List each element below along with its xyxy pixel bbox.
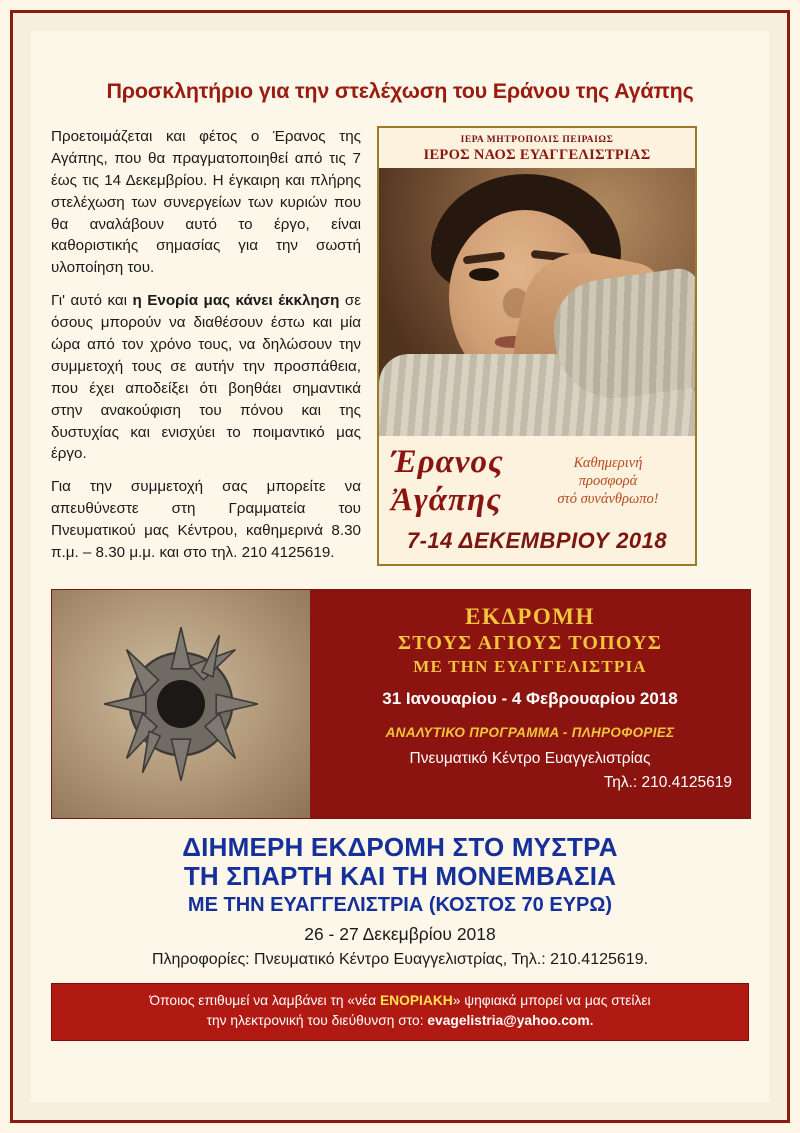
mystras-date: 26 - 27 Δεκεμβρίου 2018 <box>304 924 496 945</box>
excursion-date: 31 Ιανουαρίου - 4 Φεβρουαρίου 2018 <box>382 688 678 708</box>
excursion-line2: ΣΤΟΥΣ ΑΓΙΟΥΣ ΤΟΠΟΥΣ <box>397 631 663 654</box>
child-photo <box>379 168 695 436</box>
bethlehem-star-photo <box>52 590 310 818</box>
poster-header <box>379 128 695 168</box>
poster-title-block <box>379 436 695 524</box>
holy-land-excursion-banner <box>51 589 751 819</box>
newsletter-email[interactable]: evagelistria@yahoo.com. <box>427 1013 594 1029</box>
poster-subtitle-line3: στό συνάνθρωπο! <box>557 491 659 508</box>
newsletter-line1 <box>62 991 738 1011</box>
poster-subtitle <box>533 454 683 508</box>
article-paragraph-3: Για την συμμετοχή σας μπορείτε να απευθύνεστε στη Γραμματεία του Πνευματικού μας Κέντρου, καθημερινά 8.30 π.μ. – 8.30 μ.μ. και στο τηλ. 210 4125619. <box>51 478 361 562</box>
newsletter-line2-pre: την ηλεκτρονική του διεύθυνση στο: <box>206 1013 428 1029</box>
newsletter-line1-post: » ψηφιακά μπορεί να μας στείλει <box>452 993 651 1009</box>
excursion-text <box>310 590 750 818</box>
mystras-info: Πληροφορίες: Πνευματικό Κέντρο Ευαγγελιστρίας, Τηλ.: 210.4125619. <box>151 951 649 969</box>
mystras-line2: ΤΗ ΣΠΑΡΤΗ ΚΑΙ ΤΗ ΜΟΝΕΜΒΑΣΙΑ <box>183 861 617 892</box>
top-section <box>31 126 769 575</box>
star-icon <box>101 624 261 784</box>
excursion-center: Πνευματικό Κέντρο Ευαγγελιστρίας <box>409 749 651 767</box>
mystras-line1: ΔΙΗΜΕΡΗ ΕΚΔΡΟΜΗ ΣΤΟ ΜΥΣΤΡΑ <box>182 831 618 862</box>
article-p2-post: σε όσους μπορούν να διαθέσουν έστω και μία ώρα από τον χρόνο τους, να δηλώσουν την συμμετοχή τους σε αυτήν την προσπάθεια, που έχει αποδείξει ότι βοηθάει σημαντικά στην ανακούφιση του πόνου και της δυστυχίας και ενισχύει το ποιμαντικό μας έργο. <box>51 292 361 463</box>
article-p2-pre: Γι' αυτό και <box>51 292 133 310</box>
excursion-line1: ΕΚΔΡΟΜΗ <box>465 603 595 629</box>
photo-eye-left <box>469 268 499 281</box>
newsletter-notice <box>51 983 749 1041</box>
poster-subtitle-line2: προσφορά <box>578 473 638 490</box>
newsletter-highlight: ΕΝΟΡΙΑΚΗ <box>379 993 453 1009</box>
article-text <box>51 126 361 575</box>
poster-church-line: ΙΕΡΟΣ ΝΑΟΣ ΕΥΑΓΓΕΛΙΣΤΡΙΑΣ <box>423 147 651 163</box>
poster-title-line1: Έρανος <box>391 444 504 480</box>
mystras-excursion-block <box>31 833 769 969</box>
excursion-telephone: Τηλ.: 210.4125619 <box>603 773 732 791</box>
poster-subtitle-line1: Καθημερινή <box>573 455 643 471</box>
page-border <box>10 10 790 1123</box>
poster-metropolis-line: ΙΕΡΑ ΜΗΤΡΟΠΟΛΙΣ ΠΕΙΡΑΙΩΣ <box>460 135 614 145</box>
eranos-poster <box>377 126 697 566</box>
excursion-line3: ΜΕ ΤΗΝ ΕΥΑΓΓΕΛΙΣΤΡΙΑ <box>413 656 647 676</box>
page-title: Προσκλητήριο για την στελέχωση του Εράνου της Αγάπης <box>106 79 694 103</box>
poster-dates: 7-14 ΔΕΚΕΜΒΡΙΟΥ 2018 <box>406 527 668 553</box>
poster-title-line2: Ἀγάπης <box>391 482 502 518</box>
page-content <box>31 31 769 1102</box>
article-paragraph-1: Προετοιμάζεται και φέτος ο Έρανος της Αγάπης, που θα πραγματοποιηθεί από τις 7 έως τις 14 Δεκεμβρίου. Η έγκαιρη και πλήρης στελέχωση των συνεργείων των κυριών που θα αναλάβουν αυτό το έργο, είναι καθοριστικής σημασίας για την σωστή υλοποίηση του. <box>51 128 361 277</box>
article-paragraph-2 <box>51 290 361 465</box>
article-p2-emphasis: η Ενορία μας κάνει έκκληση <box>132 292 340 310</box>
mystras-line3: ΜΕ ΤΗΝ ΕΥΑΓΓΕΛΙΣΤΡΙΑ (ΚΟΣΤΟΣ 70 ΕΥΡΩ) <box>187 894 613 917</box>
excursion-program-info: ΑΝΑΛΥΤΙΚΟ ΠΡΟΓΡΑΜΜΑ - ΠΛΗΡΟΦΟΡΙΕΣ <box>385 724 675 740</box>
newsletter-line2 <box>62 1011 738 1031</box>
newsletter-line1-pre: Όποιος επιθυμεί να λαμβάνει τη «νέα <box>149 993 380 1009</box>
